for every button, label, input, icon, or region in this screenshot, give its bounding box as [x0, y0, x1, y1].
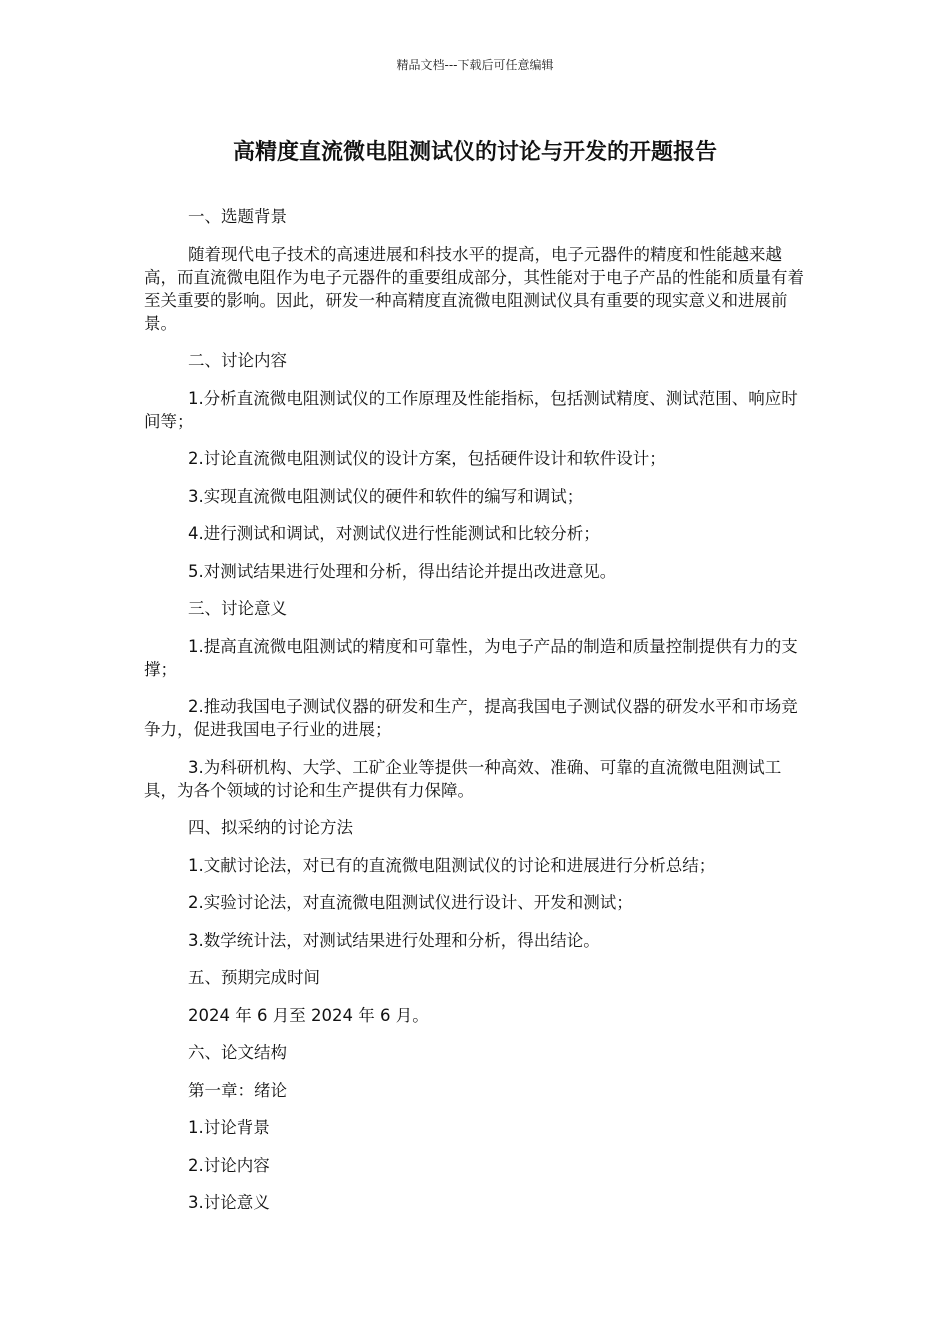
list-item: 3.为科研机构、大学、工矿企业等提供一种高效、准确、可靠的直流微电阻测试工具，为各个领域的讨论和生产提供有力保障。: [144, 757, 782, 800]
section-heading: 二、讨论内容: [188, 351, 287, 370]
list-item: 3.实现直流微电阻测试仪的硬件和软件的编写和调试；: [188, 486, 584, 506]
header-note: 精品文档---下载后可任意编辑: [396, 58, 554, 72]
document-body: [144, 205, 806, 1229]
section-heading: 五、预期完成时间: [188, 968, 320, 987]
list-item: 1.讨论背景: [188, 1118, 270, 1137]
section-heading: 四、拟采纳的讨论方法: [188, 818, 353, 837]
list-item: 1.文献讨论法，对已有的直流微电阻测试仪的讨论和进展进行分析总结；: [188, 855, 716, 875]
list-item: 3.讨论意义: [188, 1193, 270, 1212]
body-paragraph: 2024 年 6 月至 2024 年 6 月。: [188, 1005, 429, 1025]
list-item: 5.对测试结果进行处理和分析，得出结论并提出改进意见。: [188, 561, 617, 581]
list-item: 2.讨论内容: [188, 1155, 270, 1175]
list-item: 2.实验讨论法，对直流微电阻测试仪进行设计、开发和测试；: [188, 893, 633, 912]
list-item: 2.讨论直流微电阻测试仪的设计方案，包括硬件设计和软件设计；: [188, 449, 666, 468]
list-item: 4.进行测试和调试，对测试仪进行性能测试和比较分析；: [188, 524, 600, 543]
list-item: 1.提高直流微电阻测试的精度和可靠性，为电子产品的制造和质量控制提供有力的支撑；: [144, 636, 798, 679]
chapter-heading: 第一章：绪论: [188, 1080, 287, 1100]
body-paragraph: 随着现代电子技术的高速进展和科技水平的提高，电子元器件的精度和性能越来越高，而直流微电阻作为电子元器件的重要组成部分，其性能对于电子产品的性能和质量有着至关重要的影响。因此，研发一种高精度直流微电阻测试仪具有重要的现实意义和进展前景。: [144, 244, 804, 333]
section-heading: 一、选题背景: [188, 207, 287, 226]
list-item: 3.数学统计法，对测试结果进行处理和分析，得出结论。: [188, 930, 600, 950]
section-heading: 三、讨论意义: [188, 599, 287, 618]
list-item: 1.分析直流微电阻测试仪的工作原理及性能指标，包括测试精度、测试范围、响应时间等；: [144, 388, 798, 431]
document-title: 高精度直流微电阻测试仪的讨论与开发的开题报告: [232, 140, 717, 165]
section-heading: 六、论文结构: [188, 1043, 287, 1062]
list-item: 2.推动我国电子测试仪器的研发和生产，提高我国电子测试仪器的研发水平和市场竞争力，促进我国电子行业的进展；: [144, 697, 798, 739]
